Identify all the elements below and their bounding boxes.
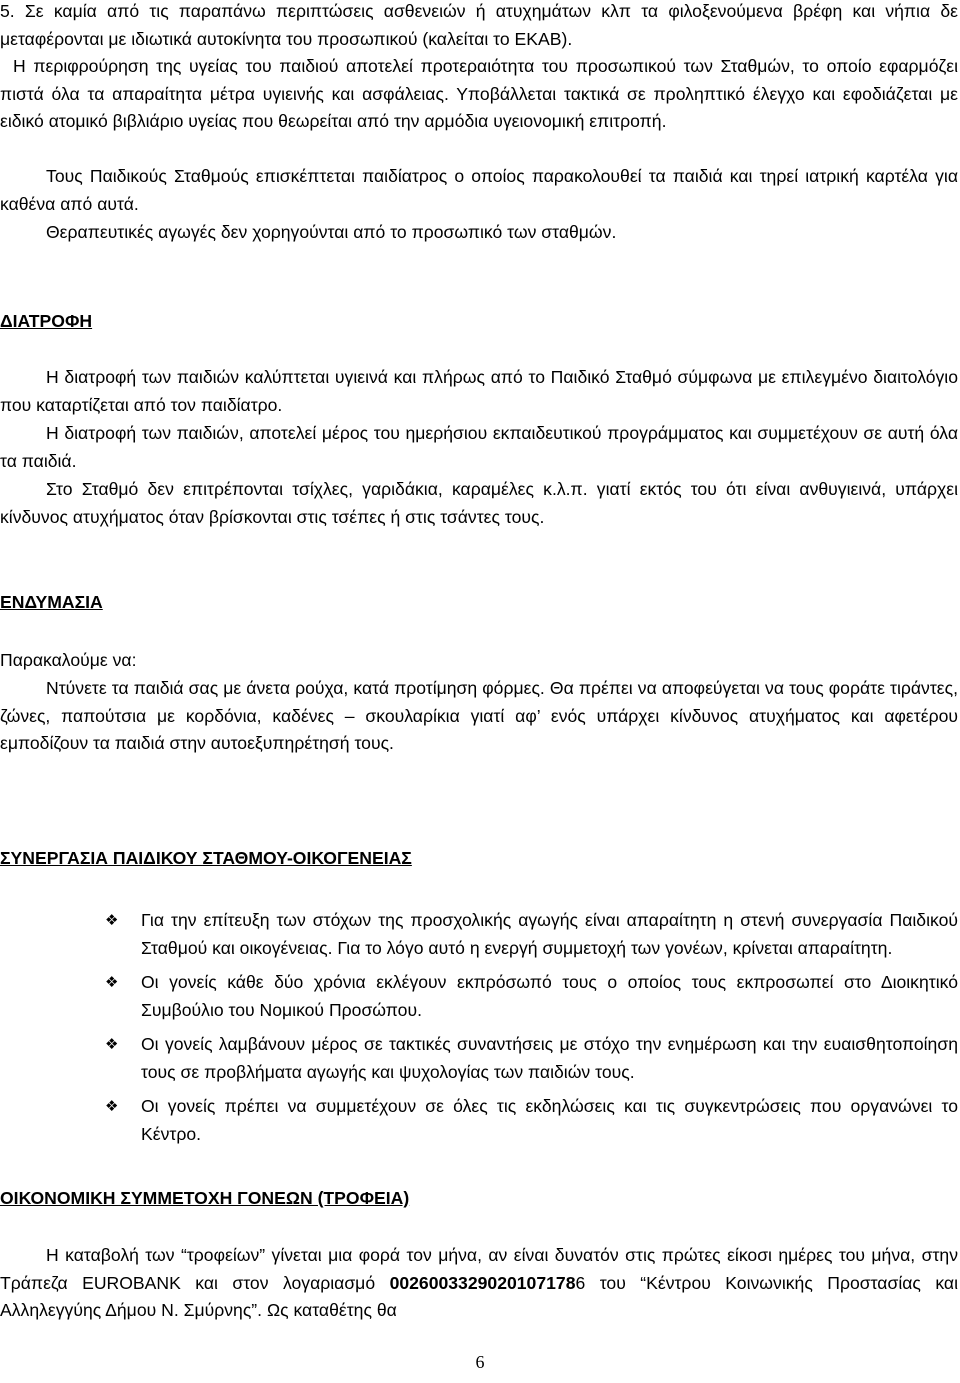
clothing-heading: ΕΝΔΥΜΑΣΙΑ <box>0 592 103 612</box>
diamond-bullet-icon: ❖ <box>105 911 119 929</box>
fees-text-before: Η καταβολή των “τροφείων” γίνεται μια φορά τον μήνα, αν είναι δυνατόν στις πρώτες είκοσι ημέρες του μήνα, στην Τράπεζα EUROBANK και στον λογαριασμό <box>0 1245 958 1293</box>
clothing-paragraph: Ντύνετε τα παιδιά σας με άνετα ρούχα, κατά προτίμηση φόρμες. Θα πρέπει να αποφεύγεται να τους φοράτε τιράντες, ζώνες, παπούτσια με κορδόνια, καδένες – σκουλαρίκια γιατί αφ’ ενός υπάρχει κίνδυνος ατυχήματος και αφετέρου εμποδίζουν τα παιδιά στην αυτοεξυπηρέτησή τους. <box>0 678 958 753</box>
nutrition-heading: ΔΙΑΤΡΟΦΗ <box>0 311 93 331</box>
fees-heading: ΟΙΚΟΝΟΜΙΚΗ ΣΥΜΜΕΤΟΧΗ ΓΟΝΕΩΝ (ΤΡΟΦΕΙΑ) <box>0 1188 410 1208</box>
health-monitoring-text-b: Υποβάλλεται τακτικά σε προληπτικό έλεγχο και εφοδιάζεται με ειδικό ατομικό βιβλιάριο υγείας που θεωρείται από την αρμόδια υγειονομική επιτροπή. <box>0 83 958 131</box>
list-item <box>0 1030 958 1086</box>
treatments-paragraph: Θεραπευτικές αγωγές δεν χορηγούνται από το προσωπικό των σταθμών. <box>46 222 617 242</box>
cooperation-bullet-list <box>0 906 958 1154</box>
health-item-5: 5. Σε καμία από τις παραπάνω περιπτώσεις ασθενειών ή ατυχημάτων κλπ τα φιλοξενούμενα βρέφη και νήπια δε μεταφέρονται με ιδιωτικά αυτοκίνητα του προσωπικού (καλείται το ΕΚΑΒ). <box>0 1 958 49</box>
nutrition-paragraph-2: Η διατροφή των παιδιών, αποτελεί μέρος του ημερήσιου εκπαιδευτικού προγράμματος και συμμετέχουν σε αυτή όλα τα παιδιά. <box>0 423 958 471</box>
health-monitoring-paragraph <box>0 53 958 136</box>
diamond-bullet-icon: ❖ <box>105 1097 119 1115</box>
page-number: 6 <box>475 1352 485 1372</box>
fees-text-after: 6 του “Κέντρου Κοινωνικής Προστασίας και Αλληλεγγύης Δήμου Ν. Σμύρνης”. Ως καταθέτης θα <box>0 1272 958 1320</box>
bullet-text: Οι γονείς πρέπει να συμμετέχουν σε όλες τις εκδηλώσεις και τις συγκεντρώσεις που οργανώνει το Κέντρο. <box>141 1096 958 1144</box>
diamond-bullet-icon: ❖ <box>105 1035 119 1053</box>
health-monitoring-text-a: Η περιφρούρηση της υγείας του παιδιού αποτελεί προτεραιότητα του προσωπικού των Σταθμών, το οποίο εφαρμόζει πιστά όλα τα απαραίτητα μέτρα υγιεινής και ασφάλειας. <box>0 56 958 104</box>
bullet-text: Οι γονείς λαμβάνουν μέρος σε τακτικές συναντήσεις με στόχο την ενημέρωση και την ευαισθητοποίηση τους σε προβλήματα αγωγής και ψυχολογίας των παιδιών τους. <box>141 1034 958 1082</box>
bullet-text: Οι γονείς κάθε δύο χρόνια εκλέγουν εκπρόσωπό τους ο οποίος τους εκπροσωπεί στο Διοικητικό Συμβούλιο του Νομικού Προσώπου. <box>141 972 958 1020</box>
nutrition-paragraph-3: Στο Σταθμό δεν επιτρέπονται τσίχλες, γαριδάκια, καραμέλες κ.λ.π. γιατί εκτός του ότι είναι ανθυγιεινά, υπάρχει κίνδυνος ατυχήματος όταν βρίσκονται στις τσέπες ή στις τσάντες τους. <box>0 479 958 527</box>
list-item <box>0 906 958 962</box>
bullet-text: Για την επίτευξη των στόχων της προσχολικής αγωγής είναι απαραίτητη η στενή συνεργασία Παιδικού Σταθμού και οικογένειας. Για το λόγο αυτό η ενεργή συμμετοχή των γονέων, κρίνεται απαραίτητη. <box>141 910 958 958</box>
pediatrician-paragraph: Τους Παιδικούς Σταθμούς επισκέπτεται παιδίατρος ο οποίος παρακολουθεί τα παιδιά και τηρεί ιατρική καρτέλα για καθένα από αυτά. <box>0 166 958 214</box>
list-item <box>0 1092 958 1148</box>
nutrition-paragraph-1: Η διατροφή των παιδιών καλύπτεται υγιεινά και πλήρως από το Παιδικό Σταθμό σύμφωνα με επιλεγμένο διαιτολόγιο που καταρτίζεται από τον παιδίατρο. <box>0 367 958 415</box>
bank-account-number: 0026003329020107178 <box>389 1272 576 1293</box>
diamond-bullet-icon: ❖ <box>105 973 119 991</box>
list-item <box>0 968 958 1024</box>
cooperation-heading: ΣΥΝΕΡΓΑΣΙΑ ΠΑΙΔΙΚΟΥ ΣΤΑΘΜΟΥ-ΟΙΚΟΓΕΝΕΙΑΣ <box>0 848 412 868</box>
clothing-intro: Παρακαλούμε να: <box>0 650 137 670</box>
fees-paragraph <box>0 1242 958 1325</box>
